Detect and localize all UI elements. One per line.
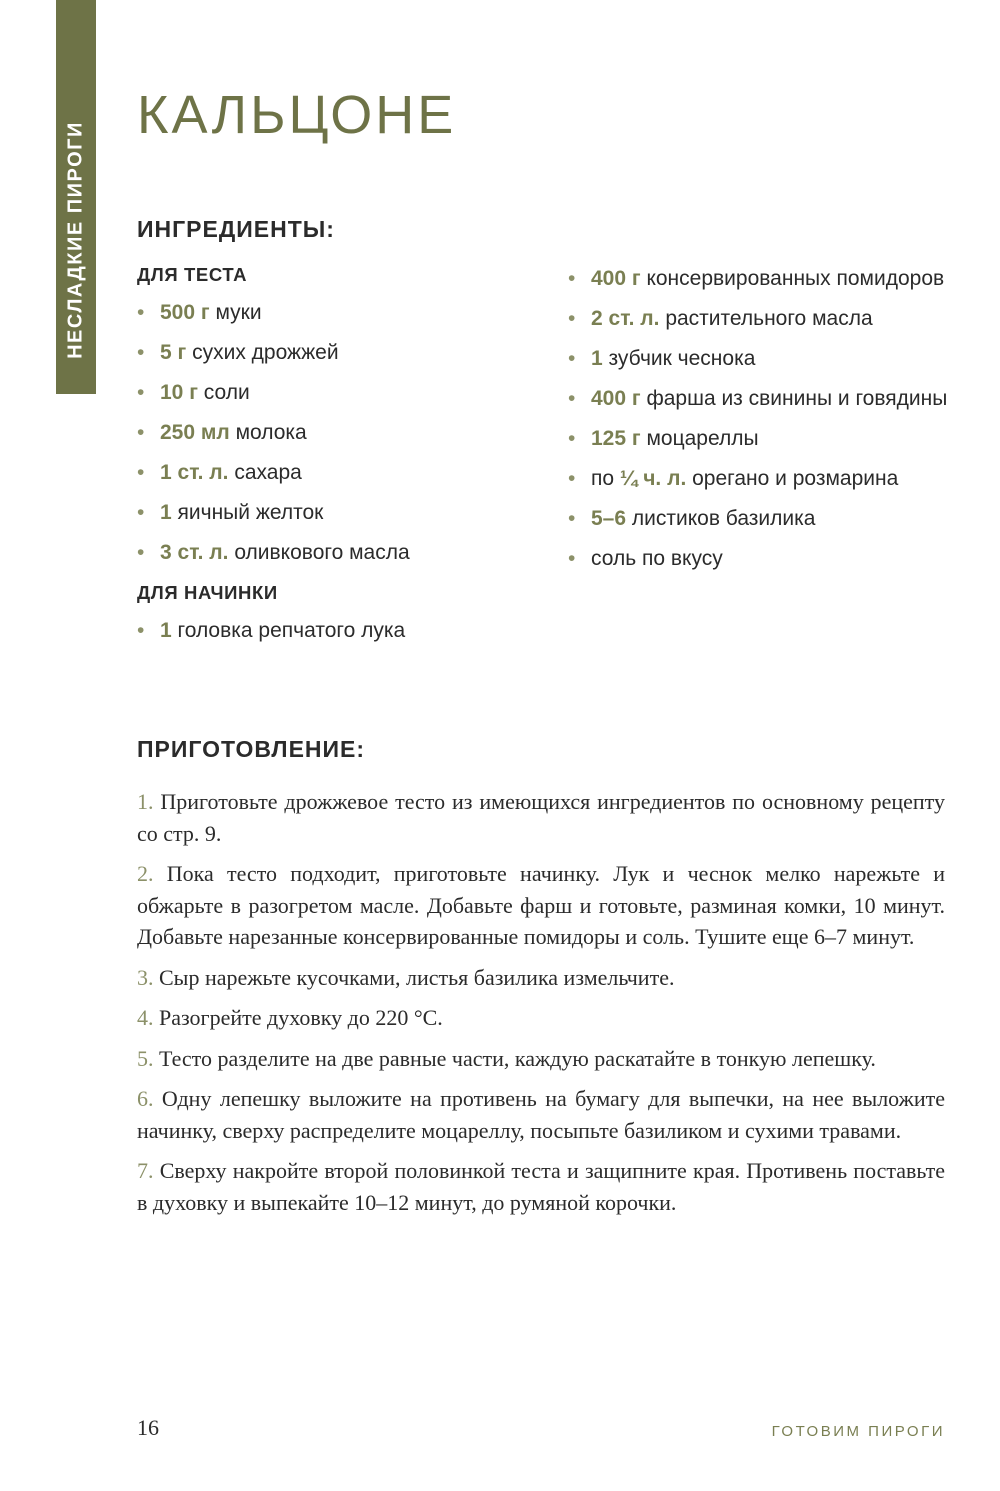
ingredient-item [137,417,537,449]
method-heading: ПРИГОТОВЛЕНИЕ: [137,736,366,762]
step-number: 6. [137,1086,154,1111]
filling-heading: ДЛЯ НАЧИНКИ [137,582,278,603]
ingredient-text: муки [209,301,262,324]
ingredient-qty: 400 г [591,387,641,410]
ingredient-text: сахара [228,461,302,484]
ingredient-text: консервированных помидоров [640,267,945,290]
step-text: Сыр нарежьте кусочками, листья базилика измельчите. [153,964,675,990]
step-item [137,1155,945,1218]
step-text: Пока тесто подходит, приготовьте начинку. Лук и чеснок мелко нарежьте и обжарьте в разогретом масле. Добавьте фарш и готовьте, разминая комки, 10 минут. Добавьте нарезанные консервированные помидоры и соль. Тушите еще 6–7 минут. [137,861,945,949]
ingredient-text: листиков базилика [626,507,816,530]
ingredient-text: растительного масла [659,307,873,330]
ingredient-text: соль по вкусу [591,547,723,570]
ingredients-heading: ИНГРЕДИЕНТЫ: [137,216,335,242]
ingredient-text: моцареллы [640,427,759,450]
step-item [137,962,945,994]
method-steps [137,786,945,1227]
ingredient-item [568,303,968,335]
ingredient-item [137,337,537,369]
step-number: 3. [137,964,154,990]
ingredient-item [568,543,968,575]
ingredient-item [568,383,968,415]
ingredient-qty: 10 г [160,381,198,404]
step-number: 1. [137,789,154,814]
ingredients-left-column [137,263,537,647]
ingredient-item [137,377,537,409]
ingredient-item [568,503,968,535]
step-text: Приготовьте дрожжевое тесто из имеющихся ингредиентов по основному рецепту со стр. 9. [137,789,945,846]
ingredient-qty: 5–6 [591,507,627,530]
filling-list-continued [568,263,968,575]
ingredient-text: зубчик чеснока [602,347,756,370]
step-text: Разогрейте духовку до 220 °C. [153,1005,443,1030]
step-text: Сверху накройте второй половинкой теста и защипните края. Противень поставьте в духовку и выпекайте 10–12 минут, до румяной корочки. [137,1158,945,1215]
filling-list [137,615,537,647]
ingredient-text: фарша из свинины и говядины [640,387,948,410]
ingredient-qty: 2 ст. л. [591,307,660,330]
ingredient-qty: 1 [160,619,172,642]
step-item [137,1002,945,1034]
ingredient-item [137,497,537,529]
step-item [137,1043,945,1075]
ingredient-item [568,463,968,495]
step-item [137,858,945,953]
ingredient-qty: 400 г [591,267,641,290]
ingredient-item [568,423,968,455]
ingredient-item [137,615,537,647]
ingredients-right-column [568,263,968,575]
step-text: Одну лепешку выложите на противень на бумагу для выпечки, на нее выложите начинку, сверху распределите моцареллу, посыпьте базиликом и сухими травами. [137,1086,945,1143]
ingredient-text: оливкового масла [228,541,410,564]
ingredient-item [137,297,537,329]
ingredient-text: сухих дрожжей [186,341,339,364]
ingredient-text: головка репчатого лука [171,619,406,642]
step-number: 4. [137,1005,154,1030]
step-text: Тесто разделите на две равные части, каждую раскатайте в тонкую лепешку. [153,1045,876,1071]
running-footer: ГОТОВИМ ПИРОГИ [771,1423,945,1440]
ingredient-qty: 1 [160,501,172,524]
ingredient-qty: ¼ ч. л. [619,467,687,490]
ingredient-qty: 5 г [160,341,187,364]
ingredient-item [568,343,968,375]
ingredient-item [568,263,968,295]
step-item [137,786,945,849]
ingredient-text: молока [229,421,307,444]
ingredient-text: соли [197,381,250,404]
step-item [137,1083,945,1146]
ingredient-qty: 1 [591,347,603,370]
step-number: 7. [137,1158,154,1183]
ingredient-qty: 1 ст. л. [160,461,229,484]
ingredient-item [137,457,537,489]
ingredient-qty: 3 ст. л. [160,541,229,564]
section-tab-label: НЕСЛАДКИЕ ПИРОГИ [64,121,87,359]
ingredient-qty: 500 г [160,301,210,324]
ingredient-qty: 250 мл [160,421,230,444]
dough-heading: ДЛЯ ТЕСТА [137,264,248,285]
ingredient-qty: 125 г [591,427,641,450]
step-number: 2. [137,861,154,886]
recipe-title: КАЛЬЦОНЕ [137,85,457,145]
ingredient-text: яичный желток [171,501,324,524]
page-number: 16 [137,1415,159,1440]
step-number: 5. [137,1045,154,1071]
ingredient-prefix: по [591,467,620,490]
dough-list [137,297,537,569]
ingredient-item [137,537,537,569]
ingredient-text: орегано и розмарина [686,467,899,490]
